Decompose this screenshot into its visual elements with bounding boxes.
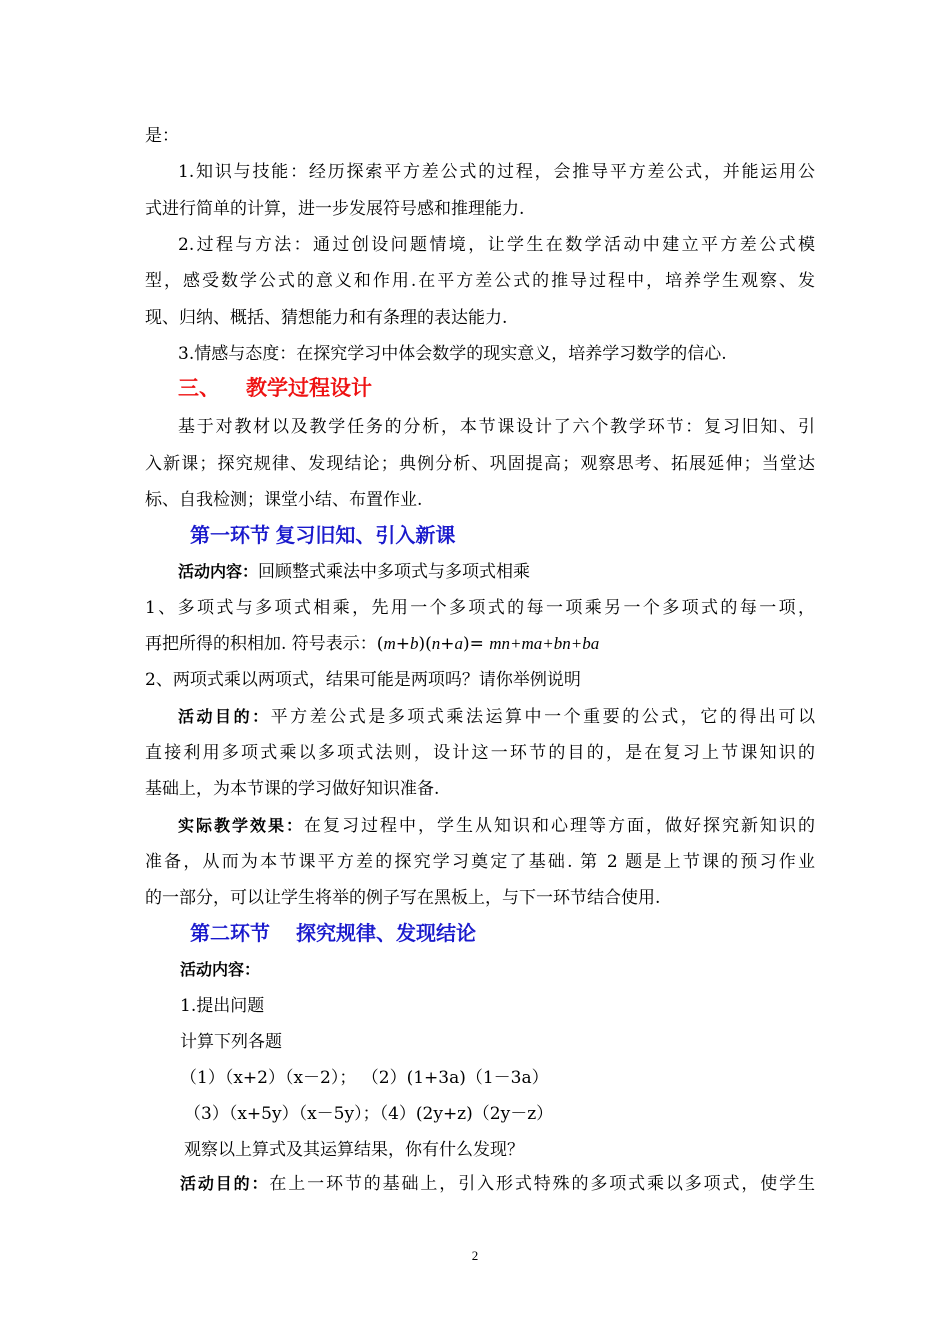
paragraph-line: 是： [145, 126, 179, 146]
activity-goal-label: 活动目的： [180, 1174, 270, 1193]
subsection-heading-number: 第一环节 [190, 523, 270, 547]
exercise-line: （1）（x+2）（x－2）； （2）(1+3a)（1－3a） [180, 1068, 549, 1088]
paragraph-line: 基础上，为本节课的学习做好知识准备. [145, 779, 440, 799]
paragraph-line: 标、自我检测；课堂小结、布置作业. [145, 490, 423, 510]
paragraph-line: 的一部分，可以让学生将举的例子写在黑板上，与下一环节结合使用. [145, 888, 661, 908]
formula-rhs: mn+ma+bn+ba [489, 634, 600, 653]
paragraph-line: 2.过程与方法：通过创设问题情境，让学生在数学活动中建立平方差公式模 [178, 235, 815, 255]
activity-goal [180, 1172, 815, 1196]
paragraph-line: 3.情感与态度：在探究学习中体会数学的现实意义，培养学习数学的信心. [178, 344, 727, 364]
formula-line: 再把所得的积相加. 符号表示：(m+b)(n+a)= mn+ma+bn+ba [145, 634, 600, 654]
section-heading-title: 教学过程设计 [246, 376, 372, 400]
paragraph-line: 入新课；探究规律、发现结论；典例分析、巩固提高；观察思考、拓展延伸；当堂达 [145, 454, 815, 474]
paragraph-line: 2、两项式乘以两项式，结果可能是两项吗？请你举例说明 [145, 670, 581, 690]
paragraph-line: 准备，从而为本节课平方差的探究学习奠定了基础. 第 2 题是上节课的预习作业 [145, 852, 815, 872]
paragraph-line: 1.提出问题 [180, 996, 265, 1016]
subsection-heading-title: 复习旧知、引入新课 [275, 523, 456, 547]
activity-content [178, 560, 815, 584]
paragraph-line: 计算下列各题 [180, 1032, 282, 1052]
exercise-line: （3）（x+5y）（x－5y）；（4）(2y+z)（2y－z） [184, 1104, 554, 1124]
subsection-heading-title: 探究规律、发现结论 [296, 921, 476, 945]
paragraph-line: 观察以上算式及其运算结果，你有什么发现？ [184, 1140, 524, 1160]
paragraph-line: 式进行简单的计算，进一步发展符号感和推理能力. [145, 199, 525, 219]
teaching-effect [178, 814, 815, 838]
subsection-heading [190, 921, 860, 947]
activity-content-label: 活动内容： [178, 562, 259, 581]
subsection-heading-number: 第二环节 [190, 921, 270, 945]
activity-content [180, 958, 815, 982]
activity-goal-label: 活动目的： [178, 707, 271, 726]
activity-content-text: 回顾整式乘法中多项式与多项式相乘 [258, 562, 531, 582]
paragraph-line: 基于对教材以及教学任务的分析，本节课设计了六个教学环节：复习旧知、引 [178, 417, 815, 437]
paragraph-line: 直接利用多项式乘以多项式法则，设计这一环节的目的，是在复习上节课知识的 [145, 743, 815, 763]
teaching-effect-label: 实际教学效果： [178, 816, 304, 835]
paragraph-line: 1、多项式与多项式相乘，先用一个多项式的每一项乘另一个多项式的每一项， [145, 598, 815, 618]
activity-goal-text: 平方差公式是多项式乘法运算中一个重要的公式，它的得出可以 [270, 707, 815, 727]
paragraph-line: 现、归纳、概括、猜想能力和有条理的表达能力. [145, 308, 508, 328]
page-number: 2 [471, 1248, 479, 1263]
teaching-effect-text: 在复习过程中，学生从知识和心理等方面，做好探究新知识的 [304, 816, 815, 836]
activity-content-label: 活动内容： [180, 960, 261, 979]
section-heading [178, 376, 815, 402]
activity-goal-text: 在上一环节的基础上，引入形式特殊的多项式乘以多项式，使学生 [269, 1174, 815, 1194]
paragraph-line: 1.知识与技能：经历探索平方差公式的过程，会推导平方差公式，并能运用公 [178, 162, 815, 182]
subsection-heading [190, 523, 860, 549]
activity-goal [178, 705, 815, 729]
paragraph-line: 型，感受数学公式的意义和作用.在平方差公式的推导过程中，培养学生观察、发 [145, 271, 815, 291]
section-heading-number: 三、 [178, 376, 220, 400]
